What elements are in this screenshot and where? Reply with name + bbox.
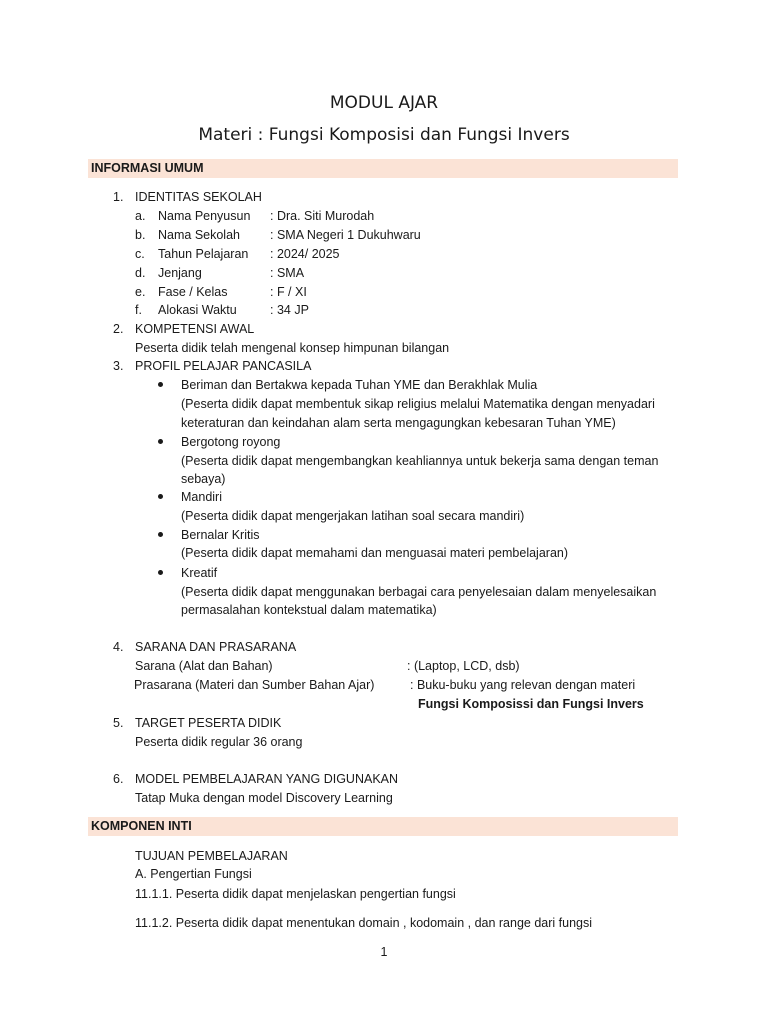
item-letter: c.: [135, 247, 145, 261]
tujuan-subheading: A. Pengertian Fungsi: [135, 867, 252, 881]
item-letter: a.: [135, 209, 146, 223]
identitas-value: : 34 JP: [270, 303, 309, 317]
identitas-label: Fase / Kelas: [158, 285, 228, 299]
list-number: 1.: [113, 190, 124, 204]
identitas-label: Jenjang: [158, 266, 202, 280]
profil-item-desc: (Peserta didik dapat mengembangkan keahliannya untuk bekerja sama dengan teman: [181, 454, 659, 468]
identitas-label: Nama Sekolah: [158, 228, 240, 242]
list-number: 6.: [113, 772, 124, 786]
identitas-value: : SMA: [270, 266, 305, 280]
item-letter: b.: [135, 228, 146, 242]
section-bar-informasi-umum: [88, 159, 678, 178]
tujuan-heading: TUJUAN PEMBELAJARAN: [135, 849, 288, 863]
document-subtitle: Materi : Fungsi Komposisi dan Fungsi Invers: [198, 125, 570, 145]
bullet-icon: [158, 532, 163, 537]
page-number: 1: [380, 945, 388, 959]
identitas-label: Nama Penyusun: [158, 209, 251, 223]
profil-item-title: Kreatif: [181, 566, 218, 580]
list-number: 2.: [113, 322, 124, 336]
tujuan-item: 11.1.1. Peserta didik dapat menjelaskan pengertian fungsi: [135, 887, 456, 901]
bullet-icon: [158, 382, 163, 387]
profil-item-desc: (Peserta didik dapat membentuk sikap religius melalui Matematika dengan menyadari: [181, 397, 655, 411]
item-letter: d.: [135, 266, 146, 280]
document-title: MODUL AJAR: [329, 93, 439, 113]
profil-item-desc: permasalahan kontekstual dalam matematika): [181, 603, 437, 617]
section-bar-komponen-inti: [88, 817, 678, 836]
list-number: 5.: [113, 716, 124, 730]
profil-item-desc: sebaya): [181, 472, 226, 486]
identitas-label: Alokasi Waktu: [158, 303, 237, 317]
identitas-heading: IDENTITAS SEKOLAH: [135, 190, 262, 204]
model-heading: MODEL PEMBELAJARAN YANG DIGUNAKAN: [135, 772, 399, 786]
bullet-icon: [158, 570, 163, 575]
sarana-value: : (Laptop, LCD, dsb): [407, 659, 520, 673]
profil-item-desc: (Peserta didik dapat mengerjakan latihan soal secara mandiri): [181, 509, 525, 523]
profil-item-title: Beriman dan Bertakwa kepada Tuhan YME dan Berakhlak Mulia: [181, 378, 538, 392]
profil-item-desc: keteraturan dan keindahan alam serta mengagungkan kebesaran Tuhan YME): [181, 416, 616, 430]
identitas-value: : 2024/ 2025: [270, 247, 340, 261]
profil-heading: PROFIL PELAJAR PANCASILA: [135, 359, 312, 373]
prasarana-value: : Buku-buku yang relevan dengan materi: [410, 678, 636, 692]
profil-item-title: Mandiri: [181, 490, 222, 504]
list-number: 4.: [113, 640, 124, 654]
profil-item-title: Bergotong royong: [181, 435, 281, 449]
profil-item-title: Bernalar Kritis: [181, 528, 260, 542]
target-heading: TARGET PESERTA DIDIK: [135, 716, 282, 730]
identitas-value: : SMA Negeri 1 Dukuhwaru: [270, 228, 421, 242]
model-text: Tatap Muka dengan model Discovery Learning: [135, 791, 393, 805]
profil-item-desc: (Peserta didik dapat memahami dan menguasai materi pembelajaran): [181, 546, 569, 560]
section-heading-informasi-umum: INFORMASI UMUM: [91, 161, 204, 175]
identitas-value: : F / XI: [270, 285, 307, 299]
item-letter: e.: [135, 285, 146, 299]
list-number: 3.: [113, 359, 124, 373]
section-heading-komponen-inti: KOMPONEN INTI: [91, 819, 192, 833]
target-text: Peserta didik regular 36 orang: [135, 735, 303, 749]
prasarana-label: Prasarana (Materi dan Sumber Bahan Ajar): [134, 678, 375, 692]
prasarana-materi: Fungsi Komposissi dan Fungsi Invers: [418, 697, 644, 711]
tujuan-item: 11.1.2. Peserta didik dapat menentukan domain , kodomain , dan range dari fungsi: [135, 916, 593, 930]
item-letter: f.: [135, 303, 142, 317]
sarana-heading: SARANA DAN PRASARANA: [135, 640, 297, 654]
identitas-label: Tahun Pelajaran: [158, 247, 249, 261]
bullet-icon: [158, 439, 163, 444]
identitas-value: : Dra. Siti Murodah: [270, 209, 375, 223]
sarana-label: Sarana (Alat dan Bahan): [135, 659, 273, 673]
kompetensi-heading: KOMPETENSI AWAL: [135, 322, 255, 336]
kompetensi-text: Peserta didik telah mengenal konsep himpunan bilangan: [135, 341, 450, 355]
bullet-icon: [158, 494, 163, 499]
profil-item-desc: (Peserta didik dapat menggunakan berbagai cara penyelesaian dalam menyelesaikan: [181, 585, 657, 599]
